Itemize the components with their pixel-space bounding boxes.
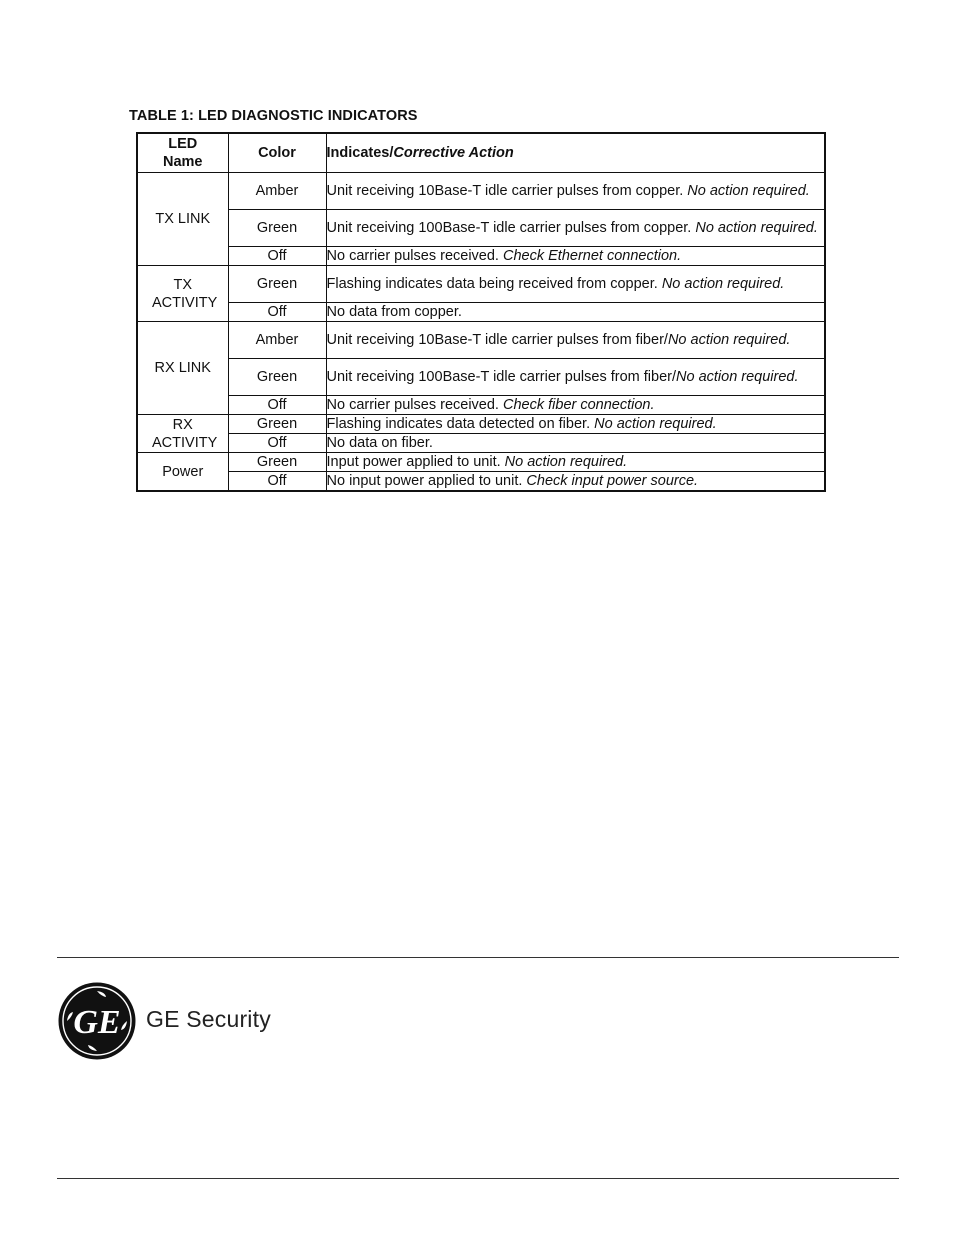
indication-cell bbox=[326, 322, 825, 359]
indication-cell bbox=[326, 434, 825, 453]
led-color: Off bbox=[228, 303, 326, 322]
corrective-action: No action required. bbox=[676, 369, 799, 385]
indication-text: No data on fiber. bbox=[326, 435, 433, 451]
indication-cell bbox=[326, 266, 825, 303]
indication-text: Input power applied to unit. bbox=[326, 454, 505, 470]
corrective-action: No action required. bbox=[504, 454, 628, 470]
table-row bbox=[137, 415, 825, 434]
indication-cell bbox=[326, 247, 825, 266]
led-color: Green bbox=[228, 415, 326, 434]
header-color: Color bbox=[228, 133, 326, 173]
led-name: RX ACTIVITY bbox=[152, 416, 218, 451]
table-row bbox=[137, 359, 825, 396]
led-name: TX LINK bbox=[155, 211, 211, 227]
footer-bottom-rule bbox=[57, 1178, 899, 1179]
table-row bbox=[137, 434, 825, 453]
led-color: Amber bbox=[228, 173, 326, 210]
led-name-cell bbox=[137, 322, 228, 415]
table-row bbox=[137, 396, 825, 415]
corrective-action: No action required. bbox=[687, 183, 810, 199]
table-row bbox=[137, 266, 825, 303]
corrective-action: Check Ethernet connection. bbox=[503, 248, 682, 264]
led-name-cell bbox=[137, 173, 228, 266]
table-row bbox=[137, 322, 825, 359]
corrective-action: No action required. bbox=[695, 220, 818, 236]
led-color: Off bbox=[228, 434, 326, 453]
led-color: Amber bbox=[228, 322, 326, 359]
table-row bbox=[137, 210, 825, 247]
led-color: Green bbox=[228, 359, 326, 396]
led-name: RX LINK bbox=[154, 360, 211, 376]
table-row bbox=[137, 453, 825, 472]
table-title: TABLE 1: LED DIAGNOSTIC INDICATORS bbox=[129, 108, 418, 124]
table-row bbox=[137, 173, 825, 210]
indication-cell bbox=[326, 415, 825, 434]
header-indicates bbox=[326, 133, 825, 173]
corrective-action: No action required. bbox=[661, 276, 785, 292]
table-body bbox=[137, 173, 825, 492]
led-color: Off bbox=[228, 396, 326, 415]
indication-text: No carrier pulses received. bbox=[326, 248, 503, 264]
indication-cell bbox=[326, 210, 825, 247]
led-diagnostic-table bbox=[136, 132, 826, 492]
indication-cell bbox=[326, 173, 825, 210]
table-header-row bbox=[137, 133, 825, 173]
brand-name: GE Security bbox=[146, 1006, 271, 1032]
indication-cell bbox=[326, 396, 825, 415]
led-name: Power bbox=[162, 463, 204, 480]
ge-logo bbox=[57, 981, 137, 1061]
indication-text: Flashing indicates data being received from copper. bbox=[326, 276, 662, 292]
led-name-cell bbox=[137, 266, 228, 322]
corrective-action: Check fiber connection. bbox=[503, 397, 655, 413]
table-row bbox=[137, 303, 825, 322]
corrective-action: Check input power source. bbox=[526, 473, 699, 489]
led-color: Off bbox=[228, 247, 326, 266]
corrective-action: No action required. bbox=[594, 416, 717, 432]
led-name-cell bbox=[137, 453, 228, 492]
header-indicates-label: Indicates/ bbox=[326, 145, 394, 161]
indication-text: No carrier pulses received. bbox=[326, 397, 503, 413]
led-color: Green bbox=[228, 453, 326, 472]
indication-text: Unit receiving 100Base-T idle carrier pulses from copper. bbox=[326, 220, 696, 236]
led-name-cell bbox=[137, 415, 228, 453]
led-color: Green bbox=[228, 266, 326, 303]
indication-cell bbox=[326, 453, 825, 472]
indication-text: No input power applied to unit. bbox=[326, 473, 527, 489]
table-row bbox=[137, 472, 825, 492]
header-led-name: LED Name bbox=[137, 133, 228, 173]
table-row bbox=[137, 247, 825, 266]
led-color: Green bbox=[228, 210, 326, 247]
indication-text: Flashing indicates data detected on fiber. bbox=[326, 416, 595, 432]
indication-cell bbox=[326, 359, 825, 396]
led-color: Off bbox=[228, 472, 326, 492]
footer-top-rule bbox=[57, 957, 899, 958]
indication-cell bbox=[326, 303, 825, 322]
ge-logo-text: GE bbox=[73, 1004, 121, 1041]
corrective-action: No action required. bbox=[667, 332, 791, 348]
indication-text: Unit receiving 100Base-T idle carrier pulses from fiber/ bbox=[326, 369, 676, 385]
led-name: TX ACTIVITY bbox=[152, 276, 218, 311]
indication-text: Unit receiving 10Base-T idle carrier pulses from copper. bbox=[326, 183, 688, 199]
header-corrective-action: Corrective Action bbox=[393, 145, 514, 161]
indication-text: Unit receiving 10Base-T idle carrier pulses from fiber/ bbox=[326, 332, 668, 348]
indication-cell bbox=[326, 472, 825, 492]
indication-text: No data from copper. bbox=[326, 304, 462, 320]
